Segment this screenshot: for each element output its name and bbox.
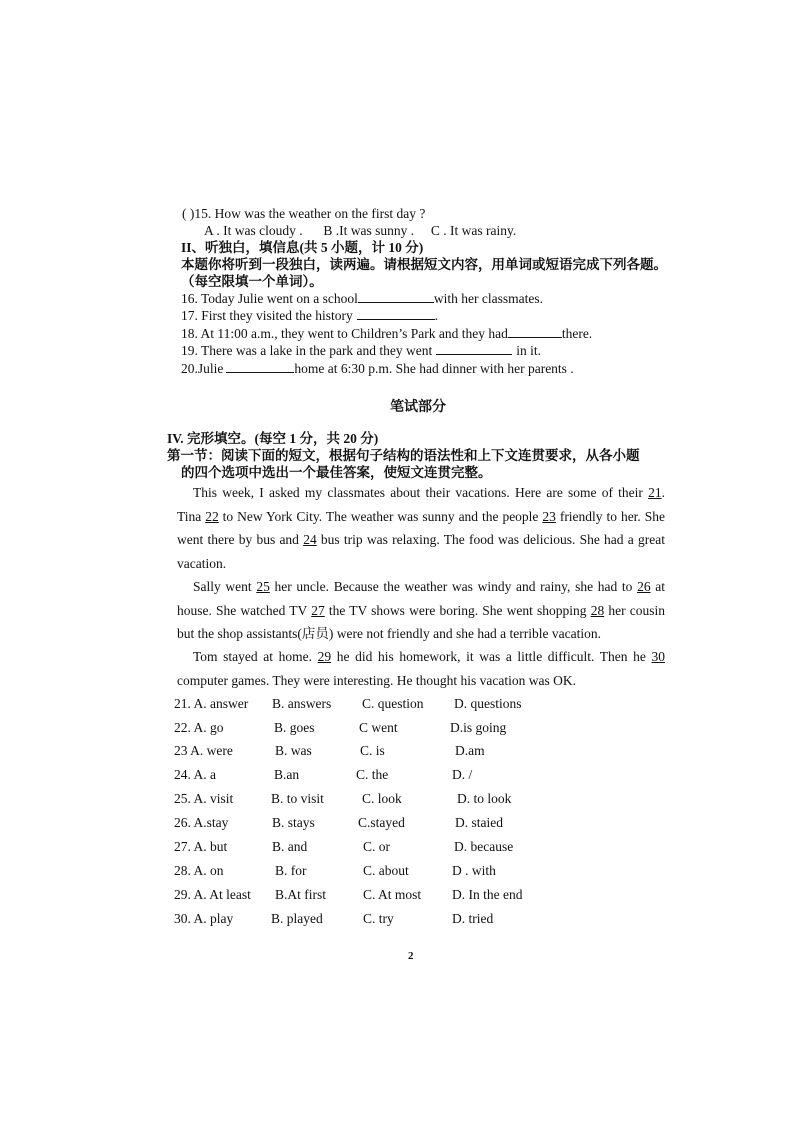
q15-option-c: C . It was rainy. bbox=[430, 223, 517, 238]
passage-text: This week, I asked my classmates about their vacations. Here are some of their bbox=[193, 485, 649, 500]
item-16-text-end: with her classmates. bbox=[433, 291, 544, 306]
passage-text: friendly to her. She went there by bus and bbox=[177, 508, 666, 547]
blank-27: 27 bbox=[311, 602, 325, 618]
passage-text: her cousin but the shop assistants(店员) were not friendly and she had a terrible vacation. bbox=[177, 602, 665, 641]
option-a: 29. A. At least bbox=[174, 887, 251, 902]
item-18 bbox=[181, 325, 592, 342]
passage-text: Sally went bbox=[193, 579, 257, 594]
option-d: D. to look bbox=[457, 791, 512, 806]
blank-28: 28 bbox=[590, 602, 605, 618]
option-b: B.At first bbox=[275, 887, 327, 902]
passage-text: to New York City. The weather was sunny and the people bbox=[218, 508, 543, 524]
option-b: B.an bbox=[274, 767, 300, 782]
option-a: 27. A. but bbox=[174, 839, 228, 854]
passage-text: Tom stayed at home. bbox=[193, 649, 318, 664]
option-c: C.stayed bbox=[358, 815, 405, 830]
option-b: B. was bbox=[275, 743, 312, 758]
part2-instruction-2: （每空限填一个单词）。 bbox=[181, 274, 323, 289]
q15-stem: 15. How was the weather on the first day ? bbox=[194, 206, 426, 221]
item-18-text: 18. At 11:00 a.m., they went to Children’s Park and they had bbox=[181, 326, 508, 341]
option-c: C. the bbox=[356, 767, 389, 782]
option-b: B. to visit bbox=[271, 791, 324, 806]
answer-paren: ( ) bbox=[182, 206, 195, 221]
part4-section1-instruction-2: 的四个选项中选出一个最佳答案，使短文连贯完整。 bbox=[181, 465, 492, 480]
option-a: 25. A. visit bbox=[174, 791, 234, 806]
written-section-title: 笔试部分 bbox=[390, 400, 446, 415]
blank-24: 24 bbox=[303, 532, 317, 547]
passage-text: he did his homework, it was a little difficult. Then he bbox=[331, 649, 652, 664]
blank-22: 22 bbox=[205, 508, 219, 524]
option-c: C. or bbox=[363, 839, 390, 854]
part4-section1-instruction-1: 第一节：阅读下面的短文，根据句子结构的语法性和上下文连贯要求，从各小题 bbox=[167, 448, 640, 463]
passage-text: . Tina bbox=[177, 485, 665, 524]
option-b: B. answers bbox=[272, 696, 332, 711]
blank-29: 29 bbox=[317, 649, 332, 664]
blank-26: 26 bbox=[637, 579, 651, 594]
q15-option-a: A . It was cloudy . bbox=[204, 223, 303, 238]
option-a: 28. A. on bbox=[174, 863, 224, 878]
option-a: 23 A. were bbox=[174, 743, 233, 758]
option-d: D. because bbox=[454, 839, 514, 854]
item-16-blank[interactable] bbox=[358, 290, 434, 303]
passage-text: bus trip was relaxing. The food was delicious. She had a great vacation. bbox=[177, 532, 666, 571]
item-16-text: 16. Today Julie went on a school bbox=[181, 291, 358, 306]
item-18-blank[interactable] bbox=[508, 325, 562, 338]
option-b: B. for bbox=[275, 863, 307, 878]
option-d: D. staied bbox=[455, 815, 503, 830]
page-number: 2 bbox=[408, 950, 414, 962]
option-b: B. played bbox=[271, 911, 323, 926]
item-20-blank[interactable] bbox=[226, 360, 294, 373]
option-a: 22. A. go bbox=[174, 720, 224, 735]
option-d: D. In the end bbox=[452, 887, 523, 902]
item-20 bbox=[181, 360, 574, 377]
option-a: 26. A.stay bbox=[174, 815, 229, 830]
blank-30: 30 bbox=[651, 649, 666, 664]
passage-text: her uncle. Because the weather was windy and rainy, she had to bbox=[269, 579, 638, 594]
option-b: B. and bbox=[272, 839, 308, 854]
blank-23: 23 bbox=[542, 508, 556, 524]
option-b: B. goes bbox=[274, 720, 315, 735]
option-d: D. / bbox=[452, 767, 473, 782]
passage-text: at house. She watched TV bbox=[177, 579, 665, 618]
option-c: C. about bbox=[363, 863, 409, 878]
item-19 bbox=[181, 342, 541, 359]
q15-option-b: B .It was sunny . bbox=[323, 223, 415, 238]
q15-options bbox=[204, 222, 516, 239]
item-16 bbox=[181, 290, 543, 307]
blank-21: 21 bbox=[648, 485, 662, 500]
passage-paragraph-3 bbox=[177, 645, 665, 692]
option-b: B. stays bbox=[272, 815, 315, 830]
passage-paragraph-1 bbox=[177, 481, 665, 575]
option-c: C. At most bbox=[363, 887, 422, 902]
option-c: C. question bbox=[362, 696, 424, 711]
blank-25: 25 bbox=[256, 579, 270, 594]
option-d: D.am bbox=[455, 743, 485, 758]
passage-text: the TV shows were boring. She went shopping bbox=[324, 602, 591, 618]
item-19-blank[interactable] bbox=[436, 342, 512, 355]
option-c: C. try bbox=[363, 911, 394, 926]
item-17-text-end: . bbox=[434, 308, 439, 323]
item-20-text-end: home at 6:30 p.m. She had dinner with her parents . bbox=[294, 361, 574, 376]
part4-title: IV. 完形填空。(每空 1 分，共 20 分) bbox=[167, 431, 379, 446]
option-c: C went bbox=[359, 720, 398, 735]
option-a: 30. A. play bbox=[174, 911, 234, 926]
item-17-blank[interactable] bbox=[357, 307, 435, 320]
item-17-text: 17. First they visited the history bbox=[181, 308, 353, 323]
option-d: D. questions bbox=[454, 696, 522, 711]
option-d: D.is going bbox=[450, 720, 507, 735]
item-19-text: 19. There was a lake in the park and they went bbox=[181, 343, 433, 358]
option-d: D. tried bbox=[452, 911, 494, 926]
part2-title: II、听独白，填信息(共 5 小题，计 10 分) bbox=[181, 240, 424, 255]
part2-instruction-1: 本题你将听到一段独白，读两遍。请根据短文内容，用单词或短语完成下列各题。 bbox=[181, 257, 667, 272]
option-c: C. look bbox=[362, 791, 402, 806]
passage-text: computer games. They were interesting. He thought his vacation was OK. bbox=[177, 672, 577, 688]
passage-paragraph-2 bbox=[177, 575, 665, 646]
option-a: 24. A. a bbox=[174, 767, 216, 782]
option-a: 21. A. answer bbox=[174, 696, 249, 711]
item-20-text: 20.Julie bbox=[181, 361, 224, 376]
item-19-text-end: in it. bbox=[516, 343, 542, 358]
item-18-text-end: there. bbox=[561, 326, 593, 341]
q15-line bbox=[182, 205, 425, 222]
item-17 bbox=[181, 307, 438, 324]
option-d: D . with bbox=[452, 863, 496, 878]
option-c: C. is bbox=[360, 743, 385, 758]
